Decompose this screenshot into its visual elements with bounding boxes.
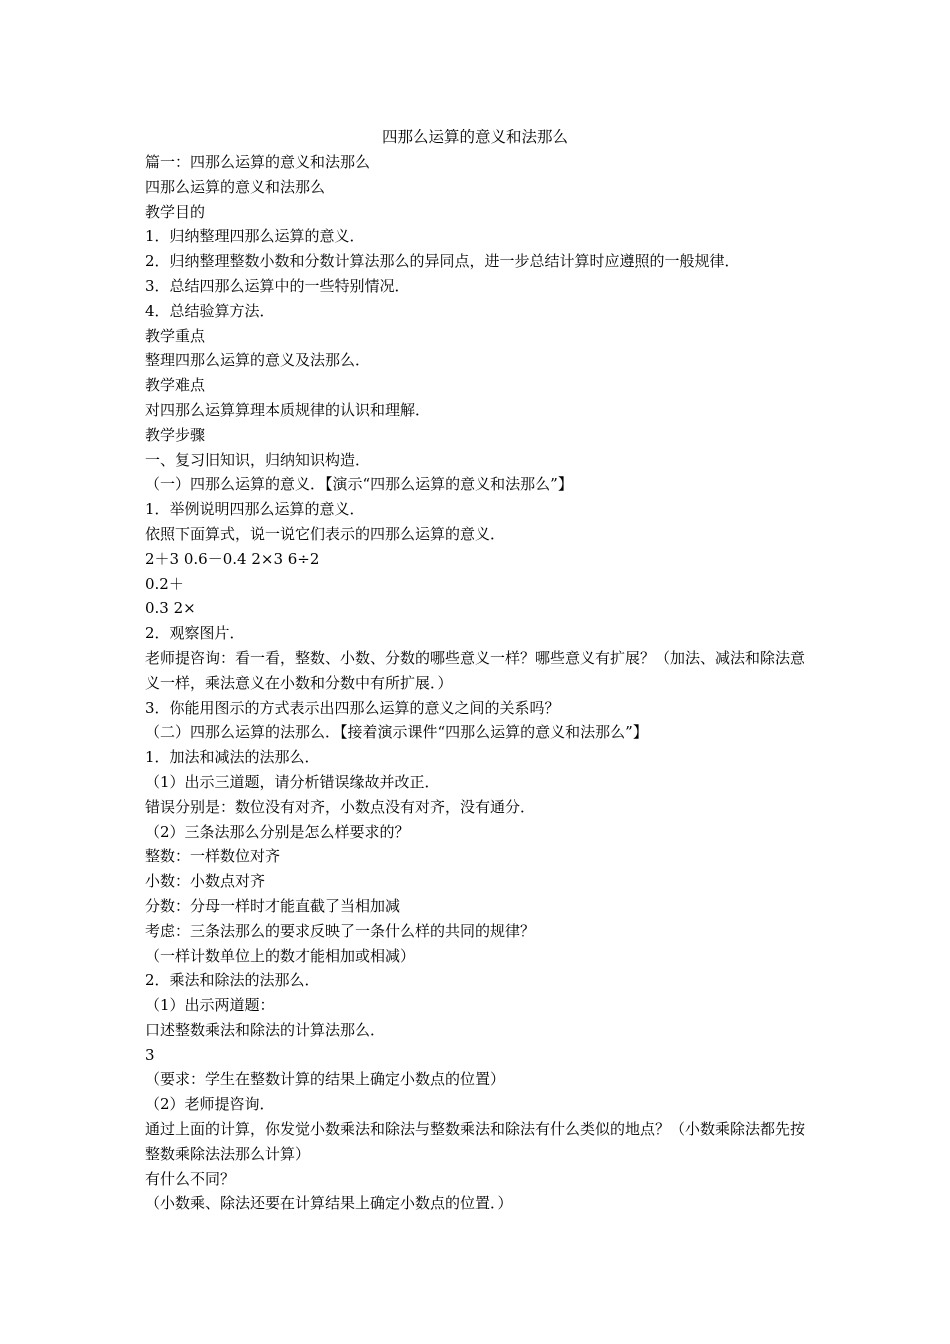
paragraph-line: （二）四那么运算的法那么．【接着演示课件“四那么运算的意义和法那么”】 bbox=[145, 723, 648, 742]
paragraph-line: 依照下面算式，说一说它们表示的四那么运算的意义． bbox=[145, 524, 506, 543]
paragraph-line: 四那么运算的意义和法那么 bbox=[145, 177, 326, 196]
paragraph-line: 3．总结四那么运算中的一些特别情况． bbox=[145, 276, 410, 295]
paragraph-line: 小数：小数点对齐 bbox=[145, 872, 266, 891]
paragraph-line: 分数：分母一样时才能直截了当相加减 bbox=[145, 896, 401, 915]
paragraph-line: （2）老师提咨询． bbox=[145, 1095, 275, 1114]
paragraph-line: 0.2＋ bbox=[145, 574, 184, 593]
paragraph-line: （要求：学生在整数计算的结果上确定小数点的位置） bbox=[145, 1070, 506, 1089]
paragraph-line: 教学重点 bbox=[145, 326, 206, 345]
paragraph-line: （1）出示两道题： bbox=[145, 996, 275, 1015]
paragraph-line: 篇一：四那么运算的意义和法那么 bbox=[145, 153, 371, 171]
paragraph-line: 考虑：三条法那么的要求反映了一条什么样的共同的规律？ bbox=[145, 921, 536, 940]
paragraph-line: 2＋3 0.6－0.4 2×3 6÷2 bbox=[145, 549, 320, 568]
paragraph-line: 0.3 2× bbox=[145, 599, 196, 618]
paragraph-line: 3 bbox=[145, 1045, 155, 1064]
paragraph-line: 口述整数乘法和除法的计算法那么． bbox=[145, 1020, 386, 1039]
paragraph-line: 老师提咨询：看一看，整数、小数、分数的哪些意义一样？哪些意义有扩展？（加法、减法和除法意义一样，乘法意义在小数和分数中有所扩展．） bbox=[145, 648, 806, 692]
paragraph-line: 错误分别是：数位没有对齐，小数点没有对齐，没有通分． bbox=[145, 797, 536, 816]
paragraph-line: 2．乘法和除法的法那么． bbox=[145, 971, 320, 990]
paragraph-line: （一样计数单位上的数才能相加或相减） bbox=[145, 946, 416, 965]
document-title: 四那么运算的意义和法那么 bbox=[381, 128, 568, 146]
paragraph-line: 整数：一样数位对齐 bbox=[145, 847, 281, 866]
paragraph-line: 一、复习旧知识，归纳知识构造． bbox=[145, 450, 371, 469]
paragraph-line: （1）出示三道题，请分析错误缘故并改正． bbox=[145, 772, 440, 791]
paragraph-line: 1．举例说明四那么运算的意义． bbox=[145, 500, 365, 519]
paragraph-line: 对四那么运算算理本质规律的认识和理解． bbox=[145, 400, 431, 419]
paragraph-line: 1．归纳整理四那么运算的意义． bbox=[145, 227, 365, 246]
paragraph-line: 2．观察图片． bbox=[145, 624, 245, 643]
paragraph-line: （一）四那么运算的意义．【演示“四那么运算的意义和法那么”】 bbox=[145, 475, 573, 494]
paragraph-line: 整理四那么运算的意义及法那么． bbox=[145, 351, 371, 370]
paragraph-line: 通过上面的计算，你发觉小数乘法和除法与整数乘法和除法有什么类似的地点？（小数乘除法都先按整数乘除法法那么计算） bbox=[145, 1120, 806, 1163]
paragraph-line: 2．归纳整理整数小数和分数计算法那么的异同点，进一步总结计算时应遵照的一般规律． bbox=[145, 252, 740, 271]
document-body bbox=[145, 150, 815, 1216]
paragraph-line: 有什么不同？ bbox=[145, 1169, 236, 1188]
paragraph-line: 3．你能用图示的方式表示出四那么运算的意义之间的关系吗？ bbox=[145, 698, 560, 717]
paragraph-line: 教学目的 bbox=[145, 202, 206, 221]
paragraph-line: 1．加法和减法的法那么． bbox=[145, 748, 320, 767]
paragraph-line: 教学难点 bbox=[145, 376, 206, 395]
paragraph-line: （2）三条法那么分别是怎么样要求的？ bbox=[145, 822, 410, 841]
paragraph-line: 4．总结验算方法． bbox=[145, 301, 275, 320]
paragraph-line: 教学步骤 bbox=[145, 425, 206, 444]
paragraph-line: （小数乘、除法还要在计算结果上确定小数点的位置．） bbox=[145, 1194, 513, 1213]
